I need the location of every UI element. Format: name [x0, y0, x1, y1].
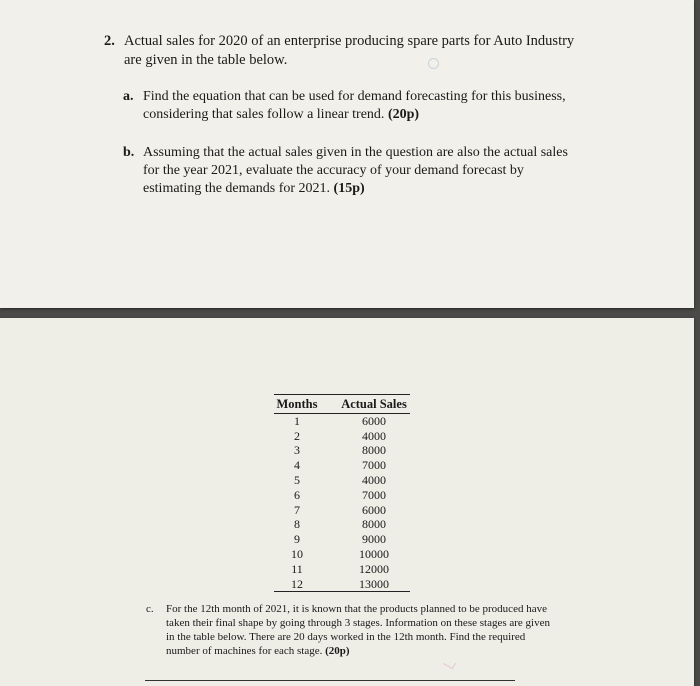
- month-cell: 6: [294, 487, 300, 502]
- table-row: [274, 488, 410, 503]
- gap-cell: [320, 577, 338, 592]
- sales-cell: 6000: [362, 413, 386, 428]
- part-b-label: b.: [123, 145, 135, 160]
- table-row: [274, 532, 410, 547]
- part-a-body: Find the equation that can be used for demand forecasting for this business, considering that sales follow a linear trend.: [143, 89, 566, 122]
- part-a: [123, 88, 578, 124]
- table-row: [274, 517, 410, 532]
- sales-cell: 6000: [362, 502, 386, 517]
- gap-cell: [320, 443, 338, 458]
- sales-cell: 12000: [359, 561, 389, 576]
- month-cell: 10: [291, 546, 303, 561]
- month-cell: 7: [294, 502, 300, 517]
- question-2: [104, 32, 594, 70]
- sales-table: [274, 394, 410, 592]
- part-c-points: (20p): [325, 645, 350, 657]
- sales-cell: 9000: [362, 532, 386, 547]
- sales-cell: 10000: [359, 546, 389, 561]
- circle-mark-icon: [428, 58, 439, 69]
- sales-cell: 13000: [338, 577, 410, 592]
- table-row: [274, 413, 410, 428]
- question-text: Actual sales for 2020 of an enterprise producing spare parts for Auto Industry are given in the table below.: [124, 33, 575, 68]
- month-cell: 11: [291, 561, 303, 576]
- part-c-body: For the 12th month of 2021, it is known that the products planned to be produced have taken their final shape by going through 3 stages. Information on these stages are given in the table below. There are 20 days worked in the 12th month. Find the required number of machines for each stage.: [166, 603, 550, 657]
- part-b: [123, 144, 575, 198]
- part-c-label: c.: [146, 603, 154, 615]
- table-header-row: [274, 395, 410, 414]
- part-c: [146, 602, 556, 658]
- gap-cell: [320, 429, 338, 444]
- gap-cell: [320, 458, 338, 473]
- table-row: [274, 577, 410, 592]
- month-cell: 3: [294, 443, 300, 458]
- month-cell: 2: [294, 428, 300, 443]
- gap-cell: [320, 562, 338, 577]
- month-cell: 1: [294, 413, 300, 428]
- month-cell: 5: [294, 472, 300, 487]
- sales-table-body: [274, 413, 410, 592]
- table-row: [274, 562, 410, 577]
- gap-cell: [320, 473, 338, 488]
- part-a-points: (20p): [387, 107, 420, 122]
- part-b-body: Assuming that the actual sales given in the question are also the actual sales for the year 2021, evaluate the accuracy of your demand forecast by estimating the demands for 2021.: [143, 145, 568, 196]
- part-b-text: [123, 144, 575, 198]
- table-row: [274, 458, 410, 473]
- bottom-rule: [145, 680, 515, 681]
- gap-cell: [320, 532, 338, 547]
- month-cell: 9: [294, 532, 300, 547]
- part-c-text: [146, 602, 556, 658]
- header-gap: [320, 395, 338, 414]
- part-b-points: (15p): [333, 181, 365, 196]
- gap-cell: [320, 517, 338, 532]
- month-cell: 12: [274, 577, 320, 592]
- header-months: Months: [274, 395, 320, 414]
- gap-cell: [320, 547, 338, 562]
- part-a-label: a.: [123, 89, 134, 104]
- sales-cell: 7000: [362, 458, 386, 473]
- sales-cell: 7000: [362, 487, 386, 502]
- page-top: [0, 0, 694, 308]
- month-cell: 4: [294, 458, 300, 473]
- gap-cell: [320, 488, 338, 503]
- part-a-text: [123, 88, 578, 124]
- table-row: [274, 429, 410, 444]
- month-cell: 8: [294, 517, 300, 532]
- table-row: [274, 503, 410, 518]
- gap-cell: [320, 413, 338, 428]
- sales-cell: 4000: [362, 428, 386, 443]
- gap-cell: [320, 503, 338, 518]
- sales-cell: 4000: [362, 472, 386, 487]
- sales-cell: 8000: [362, 517, 386, 532]
- table-row: [274, 473, 410, 488]
- sales-cell: 8000: [362, 443, 386, 458]
- question-number: 2.: [104, 33, 115, 49]
- table-row: [274, 547, 410, 562]
- table-row: [274, 443, 410, 458]
- header-actual-sales: Actual Sales: [338, 395, 410, 414]
